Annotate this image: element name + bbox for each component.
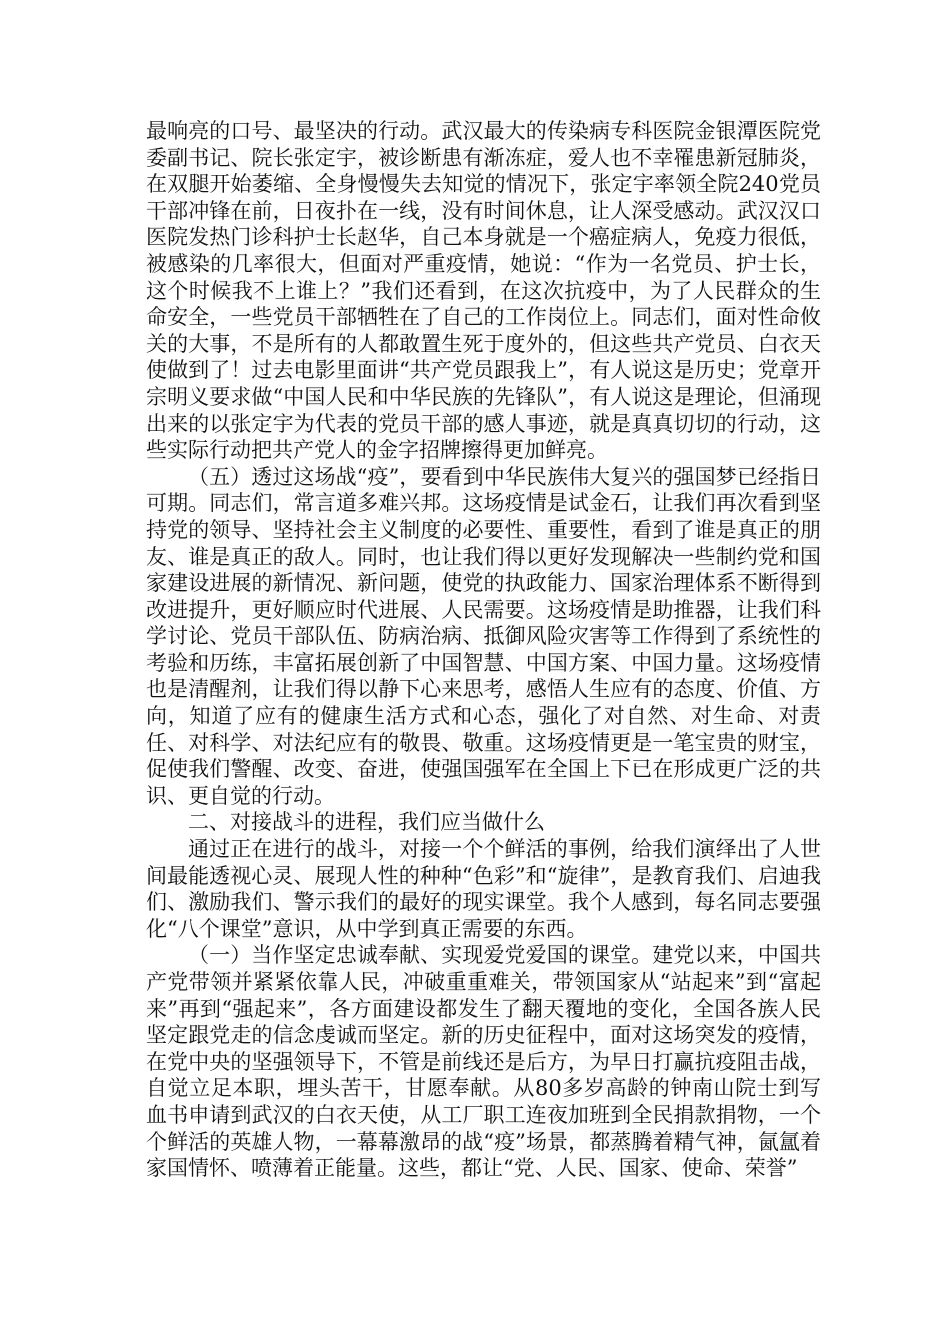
paragraph-eight-classrooms: 通过正在进行的战斗，对接一个个鲜活的事例，给我们演绎出了人世间最能透视心灵、展现人性的种种“色彩”和“旋律”，是教育我们、启迪我们、激励我们、警示我们的最好的现实课堂。我个人感到，每名同志要强化“八个课堂”意识，从中学到真正需要的东西。 bbox=[146, 837, 821, 941]
section-heading-two: 二、对接战斗的进程，我们应当做什么 bbox=[188, 810, 545, 835]
document-page bbox=[146, 118, 821, 1182]
paragraph-section-five: （五）透过这场战“疫”，要看到中华民族伟大复兴的强国梦已经指日可期。同志们，常言道多难兴邦。这场疫情是试金石，让我们再次看到坚持党的领导、坚持社会主义制度的必要性、重要性，看到了谁是真正的朋友、谁是真正的敌人。同时，也让我们得以更好发现解决一些制约党和国家建设进展的新情况、新问题，使党的执政能力、国家治理体系不断得到改进提升，更好顺应时代进展、人民需要。这场疫情是助推器，让我们科学讨论、党员干部队伍、防病治病、抵御风险灾害等工作得到了系统性的考验和历练，丰富拓展创新了中国智慧、中国方案、中国力量。这场疫情也是清醒剂，让我们得以静下心来思考，感悟人生应有的态度、价值、方向，知道了应有的健康生活方式和心态，强化了对自然、对生命、对责任、对科学、对法纪应有的敬畏、敬重。这场疫情更是一笔宝贵的财宝，促使我们警醒、改变、奋进，使强国强军在全国上下已在形成更广泛的共识、更自觉的行动。 bbox=[146, 464, 821, 808]
paragraph-section-one: （一）当作坚定忠诚奉献、实现爱党爱国的课堂。建党以来，中国共产党带领并紧紧依靠人民，冲破重重难关，带领国家从“站起来”到“富起来”再到“强起来”，各方面建设都发生了翻天覆地的变化，全国各族人民坚定跟党走的信念虔诚而坚定。新的历史征程中，面对这场突发的疫情，在党中央的坚强领导下，不管是前线还是后方，为早日打赢抗疫阻击战，自觉立足本职，埋头苦干，甘愿奉献。从80多岁高龄的钟南山院士到写血书申请到武汉的白衣天使，从工厂职工连夜加班到全民捐款捐物，一个个鲜活的英雄人物，一幕幕激昂的战“疫”场景，都蒸腾着精气神，氤氲着家国情怀、喷薄着正能量。这些，都让“党、人民、国家、使命、荣誉” bbox=[146, 943, 821, 1181]
paragraph-zhang-dingyu: 最响亮的口号、最坚决的行动。武汉最大的传染病专科医院金银潭医院党委副书记、院长张定宇，被诊断患有渐冻症，爱人也不幸罹患新冠肺炎，在双腿开始萎缩、全身慢慢失去知觉的情况下，张定宇率领全院240党员干部冲锋在前，日夜扑在一线，没有时间休息，让人深受感动。武汉汉口医院发热门诊科护士长赵华，自己本身就是一个癌症病人，免疫力很低，被感染的几率很大，但面对严重疫情，她说：“作为一名党员、护士长，这个时候我不上谁上？”我们还看到，在这次抗疫中，为了人民群众的生命安全，一些党员干部牺牲在了自己的工作岗位上。同志们，面对性命攸关的大事，不是所有的人都敢置生死于度外的，但这些共产党员、白衣天使做到了！过去电影里面讲“共产党员跟我上”，有人说这是历史；党章开宗明义要求做“中国人民和中华民族的先锋队”，有人说这是理论，但涌现出来的以张定宇为代表的党员干部的感人事迹，就是真真切切的行动，这些实际行动把共产党人的金字招牌擦得更加鲜亮。 bbox=[146, 119, 821, 463]
